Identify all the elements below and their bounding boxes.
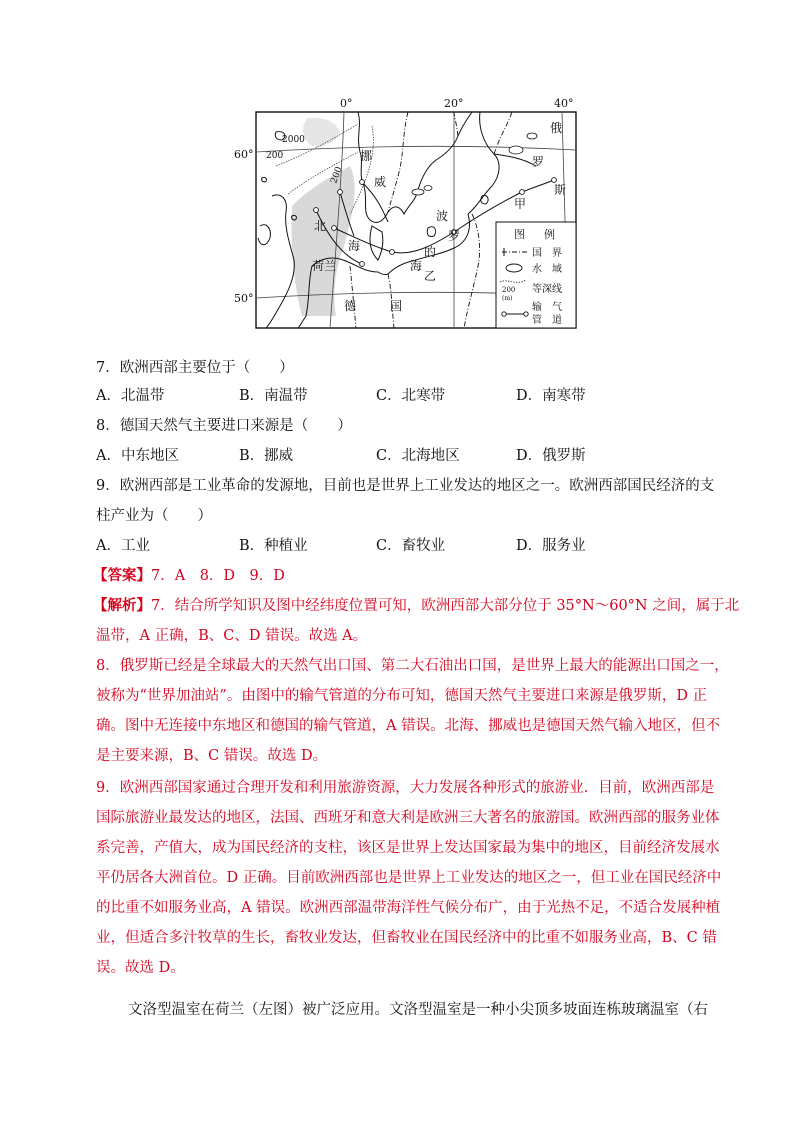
legend-title-2: 例 [544, 228, 555, 241]
q7-option-d: D．南寒带 [516, 388, 586, 404]
question-7-stem: 7．欧洲西部主要位于（ ） [96, 360, 294, 376]
label-norway-1: 挪 [360, 149, 373, 163]
label-baltic-5: 乙 [424, 269, 437, 283]
analysis-8-line4: 是主要来源，B、C 错误。故选 D。 [96, 748, 328, 764]
question-8-stem: 8．德国天然气主要进口来源是（ ） [96, 418, 352, 434]
lon-label-20: 20° [444, 97, 464, 110]
label-north-sea-2: 海 [348, 239, 361, 253]
label-jia: 甲 [514, 197, 527, 211]
legend-water-label: 水 域 [532, 264, 562, 275]
legend-isobath-value: 200 [502, 286, 516, 294]
q9-option-d: D．服务业 [516, 538, 586, 554]
analysis-7-line1: 7．结合所学知识及图中经纬度位置可知，欧洲西部大部分位于 35°N～60°N 之间，属于北 [151, 598, 740, 614]
analysis-9-line4: 平仍居各大洲首位。D 正确。目前欧洲西部也是世界上工业发达的地区之一，但工业在国民经济中 [96, 870, 722, 886]
q8-option-a: A．中东地区 [96, 448, 179, 464]
analysis-label: 【解析】 [93, 597, 151, 614]
q8-option-c: C．北海地区 [376, 448, 460, 464]
europe-map [232, 96, 580, 330]
analysis-8-line1: 8．俄罗斯已经是全球最大的天然气出口国、第二大石油出口国，是世界上最大的能源出口国之一， [96, 658, 729, 674]
analysis-9-line1: 9．欧洲西部国家通过合理开发和利用旅游资源，大力发展各种形式的旅游业．目前，欧洲西部是 [96, 780, 715, 796]
lat-label-50: 50° [234, 292, 254, 305]
q8-option-b: B．挪威 [239, 448, 294, 464]
analysis-9-line6: 业，但适合多汁牧草的生长，畜牧业发达，但畜牧业在国民经济中的比重不如服务业高，B、C 错 [96, 930, 717, 946]
question-9-stem-line2: 柱产业为（ ） [96, 508, 212, 524]
label-north-sea-1: 北 [314, 219, 327, 233]
q7-option-b: B．南温带 [239, 388, 308, 404]
analysis-8-line2: 被称为“世界加油站”。由图中的输气管道的分布可知，德国天然气主要进口来源是俄罗斯，D 正 [96, 688, 708, 704]
q9-option-a: A．工业 [96, 538, 150, 554]
legend-pipeline-label-1: 输 气 [532, 302, 562, 313]
depth-label-200-b: 200 [329, 165, 345, 186]
label-baltic-3: 的 [424, 245, 437, 259]
label-norway-2: 威 [374, 175, 387, 189]
legend-water-symbol [506, 264, 522, 272]
next-material-intro: 文洛型温室在荷兰（左图）被广泛应用。文洛型温室是一种小尖顶多坡面连栋玻璃温室（右 [128, 1002, 708, 1018]
lon-label-40: 40° [554, 97, 574, 110]
analysis-7-line2: 温带，A 正确，B、C、D 错误。故选 A。 [96, 628, 368, 644]
q9-option-b: B．种植业 [239, 538, 308, 554]
q9-option-c: C．畜牧业 [376, 538, 446, 554]
label-baltic-2: 罗 [448, 229, 461, 243]
label-russia-3: 斯 [554, 183, 567, 197]
legend-title-1: 图 [514, 228, 525, 241]
analysis-9-line3: 系完善，产值大，成为国民经济的支柱，该区是世界上发达国家最为集中的地区，目前经济发展水 [96, 840, 720, 856]
q7-option-c: C．北寒带 [376, 388, 446, 404]
label-russia-1: 俄 [550, 121, 563, 135]
answer-text: 7．A 8．D 9．D [151, 568, 285, 584]
q8-option-d: D．俄罗斯 [516, 448, 586, 464]
label-baltic-1: 波 [436, 209, 449, 223]
legend-isobath-label: 等深线 [532, 284, 562, 295]
map-legend [496, 222, 576, 328]
label-germany-1: 德 [344, 299, 357, 313]
legend-pipeline-label-2: 管 道 [532, 315, 562, 326]
analysis-9-line5: 的比重不如服务业高，A 错误。欧洲西部温带海洋性气候分布广，由于光热不足，不适合发展种植 [96, 900, 721, 916]
analysis-9-line7: 误。故选 D。 [96, 960, 185, 976]
label-germany-2: 国 [390, 299, 403, 313]
analysis-8-line3: 确。图中无连接中东地区和德国的输气管道，A 错误。北海、挪威也是德国天然气输入地区，但不 [96, 718, 721, 734]
label-netherlands: 荷兰 [312, 259, 337, 273]
label-baltic-4: 海 [410, 259, 423, 273]
q7-option-a: A．北温带 [96, 388, 165, 404]
analysis-8 [96, 651, 729, 771]
lat-label-60: 60° [234, 148, 254, 161]
lon-label-0: 0° [340, 97, 353, 110]
legend-border-label: 国 界 [532, 248, 562, 259]
label-russia-2: 罗 [532, 155, 545, 169]
depth-label-200-a: 200 [266, 151, 284, 161]
analysis-9 [96, 773, 722, 983]
question-9-stem-line1: 9．欧洲西部是工业革命的发源地，目前也是世界上工业发达的地区之一。欧洲西部国民经济的支 [96, 478, 715, 494]
legend-isobath-unit: (m) [502, 295, 513, 302]
analysis-7 [93, 591, 740, 651]
analysis-9-line2: 国际旅游业最发达的地区，法国、西班牙和意大利是欧洲三大著名的旅游国。欧洲西部的服务业体 [96, 810, 720, 826]
answer-label: 【答案】 [93, 567, 151, 584]
answer-line [93, 566, 285, 586]
depth-label-2000: 2000 [282, 135, 305, 145]
